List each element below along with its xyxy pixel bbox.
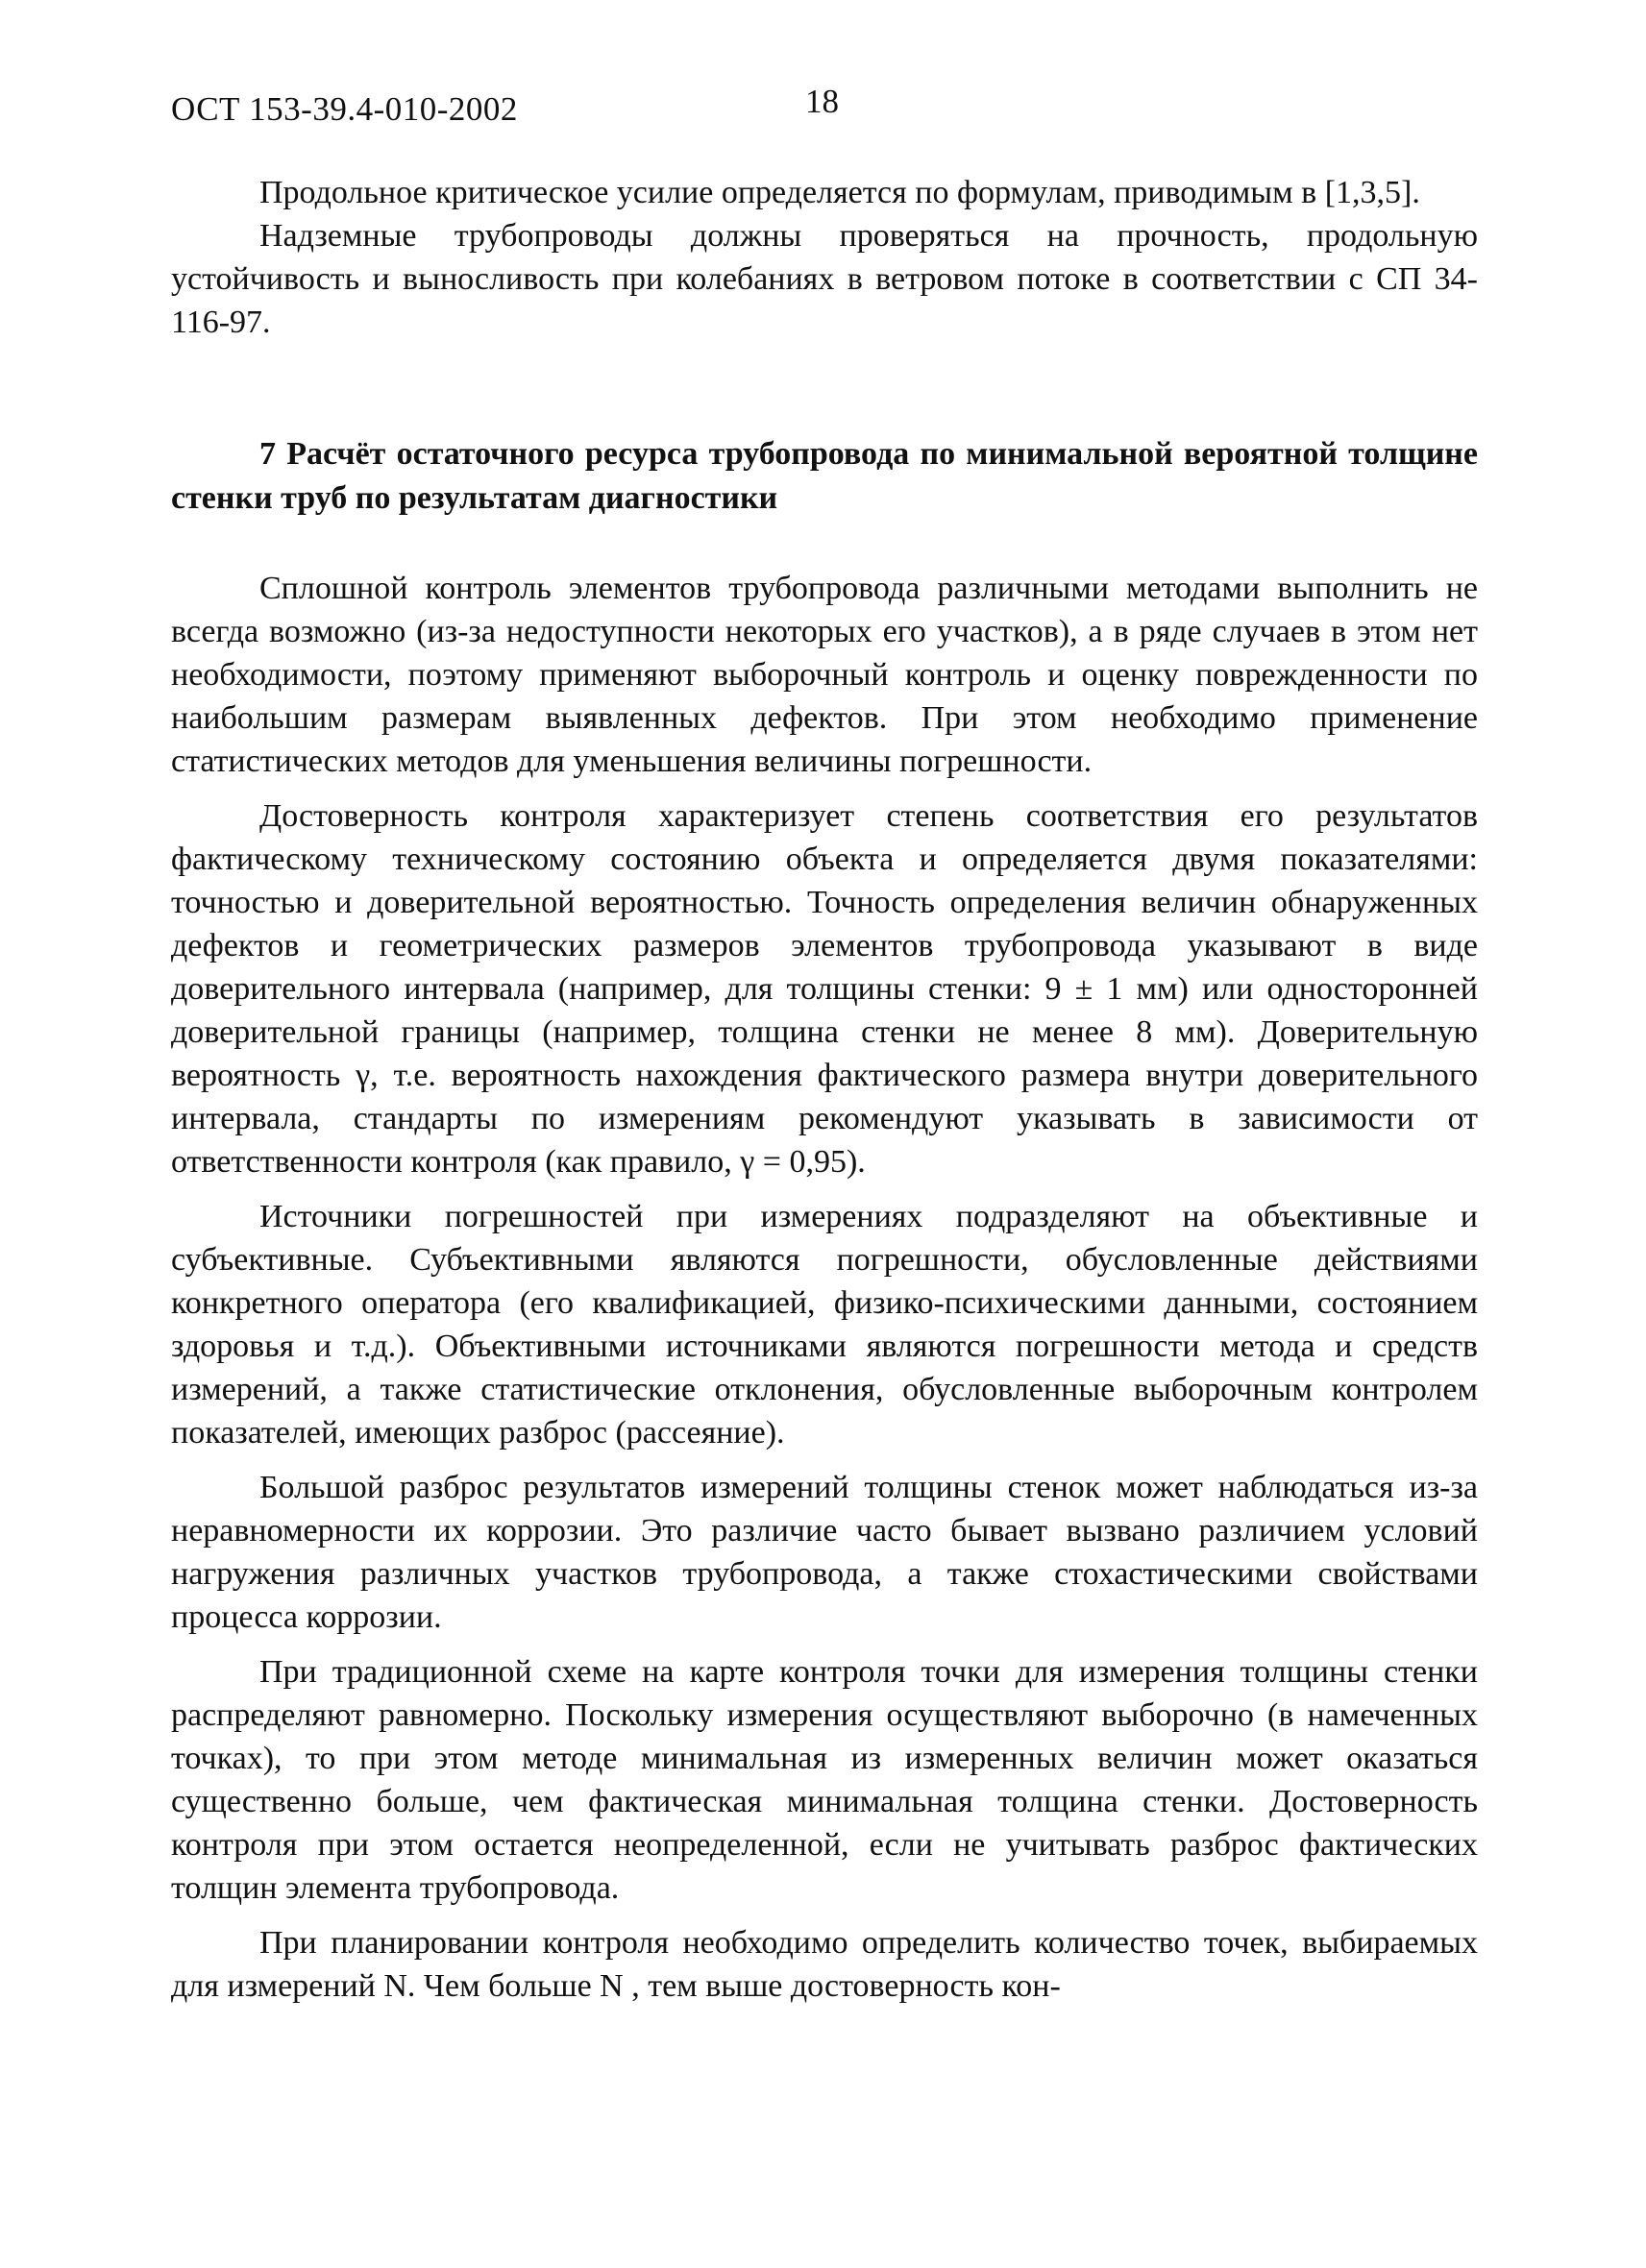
intro-text (171, 171, 1478, 344)
page-number: 18 (805, 83, 839, 120)
paragraph: Источники погрешностей при измерениях подразделяют на объективные и субъективные. Субъективными являются погрешности, обусловленные действиями конкретного оператора (его квалификацией, физико-психическими данными, состоянием здоровья и т.д.). Объективными источниками являются погрешности метода и средств измерений, а также статистические отклонения, обусловленные выборочным контролем показателей, имеющих разброс (рассеяние). (171, 1199, 1478, 1451)
paragraph: Сплошной контроль элементов трубопровода различными методами выполнить не всегда возможно (из-за недоступности некоторых его участков), а в ряде случаев в этом нет необходимости, поэтому применяют выборочный контроль и оценку поврежденности по наибольшим размерам выявленных дефектов. При этом необходимо применение статистических методов для уменьшения величины погрешности. (171, 571, 1478, 779)
paragraph: Большой разброс результатов измерений толщины стенок может наблюдаться из-за неравномерности их коррозии. Это различие часто бывает вызвано различием условий нагружения различных участков трубопровода, а также стохастическими свойствами процесса коррозии. (171, 1470, 1478, 1635)
paragraph: При планировании контроля необходимо определить количество точек, выбираемых для измерений N. Чем больше N , тем выше достоверность кон- (171, 1925, 1478, 2004)
paragraph: Продольное критическое усилие определяется по формулам, приводимым в [1,3,5]. (259, 175, 1420, 210)
document-code: ОСТ 153-39.4-010-2002 (171, 90, 518, 128)
paragraph: Надземные трубопроводы должны проверяться на прочность, продольную устойчивость и выносливость при колебаниях в ветровом потоке в соответствии с СП 34-116-97. (171, 218, 1478, 340)
section-body (171, 567, 1478, 2008)
section-heading: 7 Расчёт остаточного ресурса трубопровода по минимальной вероятной толщине стенки труб по результатам диагностики (171, 436, 1478, 516)
paragraph: При традиционной схеме на карте контроля точки для измерения толщины стенки распределяют равномерно. Поскольку измерения осуществляют выборочно (в намеченных точках), то при этом методе минимальная из измеренных величин может оказаться существенно больше, чем фактическая минимальная толщина стенки. Достоверность контроля при этом остается неопределенной, если не учитывать разброс фактических толщин элемента трубопровода. (171, 1654, 1478, 1906)
paragraph: Достоверность контроля характеризует степень соответствия его результатов фактическому техническому состоянию объекта и определяется двумя показателями: точностью и доверительной вероятностью. Точность определения величин обнаруженных дефектов и геометрических размеров элементов трубопровода указывают в виде доверительного интервала (например, для толщины стенки: 9 ± 1 мм) или односторонней доверительной границы (например, толщина стенки не менее 8 мм). Доверительную вероятность γ, т.е. вероятность нахождения фактического размера внутри доверительного интервала, стандарты по измерениям рекомендуют указывать в зависимости от ответственности контроля (как правило, γ = 0,95). (171, 798, 1478, 1180)
